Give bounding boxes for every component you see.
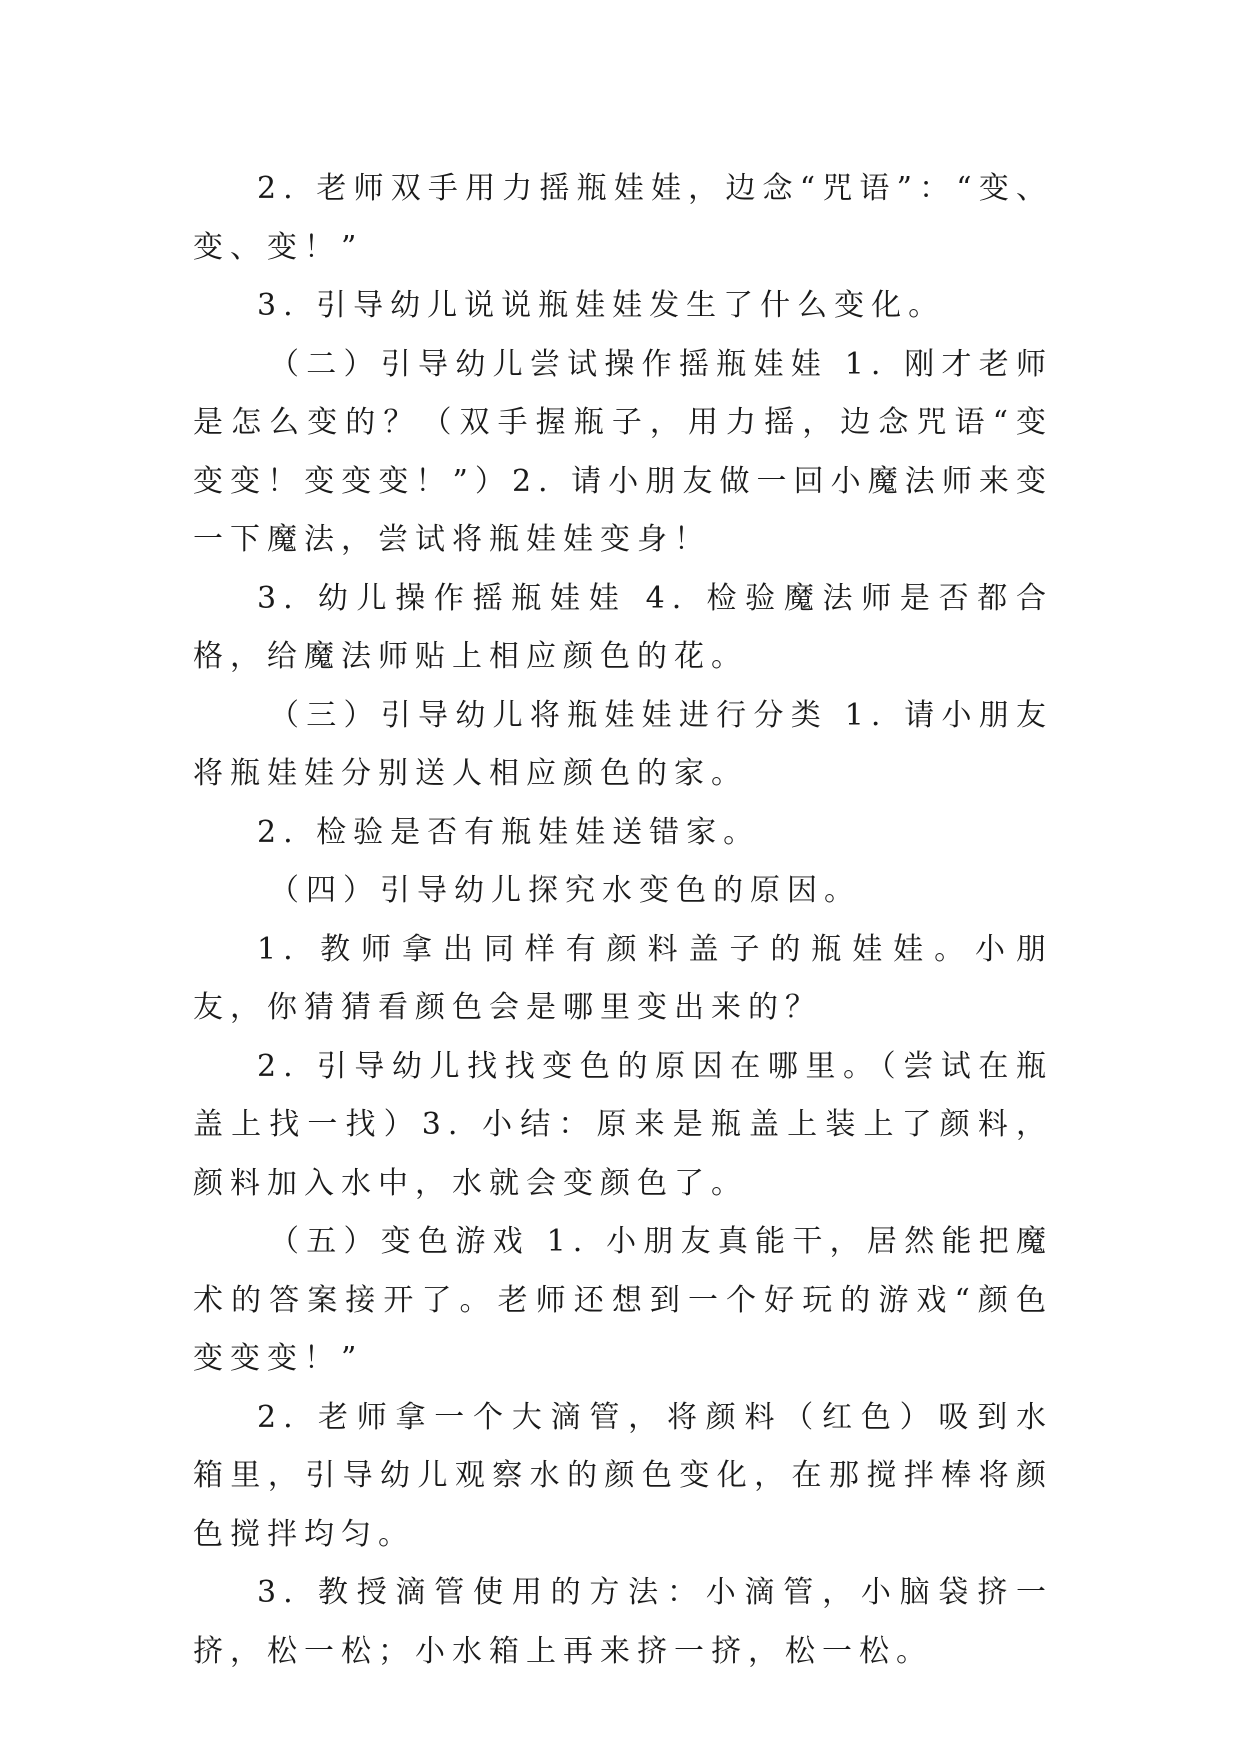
paragraph: 2. 检验是否有瓶娃娃送错家。 [257, 814, 761, 850]
paragraph: 2. 老师双手用力摇瓶娃娃，边念“咒语”：“变、变、变！” [193, 171, 1053, 265]
paragraph: 2. 老师拿一个大滴管，将颜料（红色）吸到水箱里，引导幼儿观察水的颜色变化，在那搅拌棒将颜色搅拌均匀。 [193, 1399, 1053, 1552]
paragraph: 2. 引导幼儿找找变色的原因在哪里。（尝试在瓶盖上找一找）3. 小结：原来是瓶盖上装上了颜料，颜料加入水中，水就会变颜色了。 [193, 1048, 1053, 1201]
paragraph: （二）引导幼儿尝试操作摇瓶娃娃 1. 刚才老师是怎么变的？（双手握瓶子，用力摇，边念咒语“变变变！变变变！”）2. 请小朋友做一回小魔法师来变一下魔法，尝试将瓶娃娃变身！ [193, 346, 1053, 557]
paragraph: 1. 教师拿出同样有颜料盖子的瓶娃娃。小朋友，你猜猜看颜色会是哪里变出来的？ [193, 931, 1053, 1025]
paragraph: 3. 引导幼儿说说瓶娃娃发生了什么变化。 [257, 288, 946, 323]
paragraph: （三）引导幼儿将瓶娃娃进行分类 1. 请小朋友将瓶娃娃分别送人相应颜色的家。 [193, 697, 1053, 791]
paragraph: 3. 教授滴管使用的方法：小滴管，小脑袋挤一挤，松一松；小水箱上再来挤一挤，松一松。 [193, 1575, 1053, 1669]
paragraph: （五）变色游戏 1. 小朋友真能干，居然能把魔术的答案接开了。老师还想到一个好玩的游戏“颜色变变变！” [193, 1224, 1053, 1376]
paragraph: （四）引导幼儿探究水变色的原因。 [269, 873, 861, 908]
paragraph: 3. 幼儿操作摇瓶娃娃 4. 检验魔法师是否都合格，给魔法师贴上相应颜色的花。 [193, 580, 1053, 674]
document-body [193, 160, 1053, 1681]
